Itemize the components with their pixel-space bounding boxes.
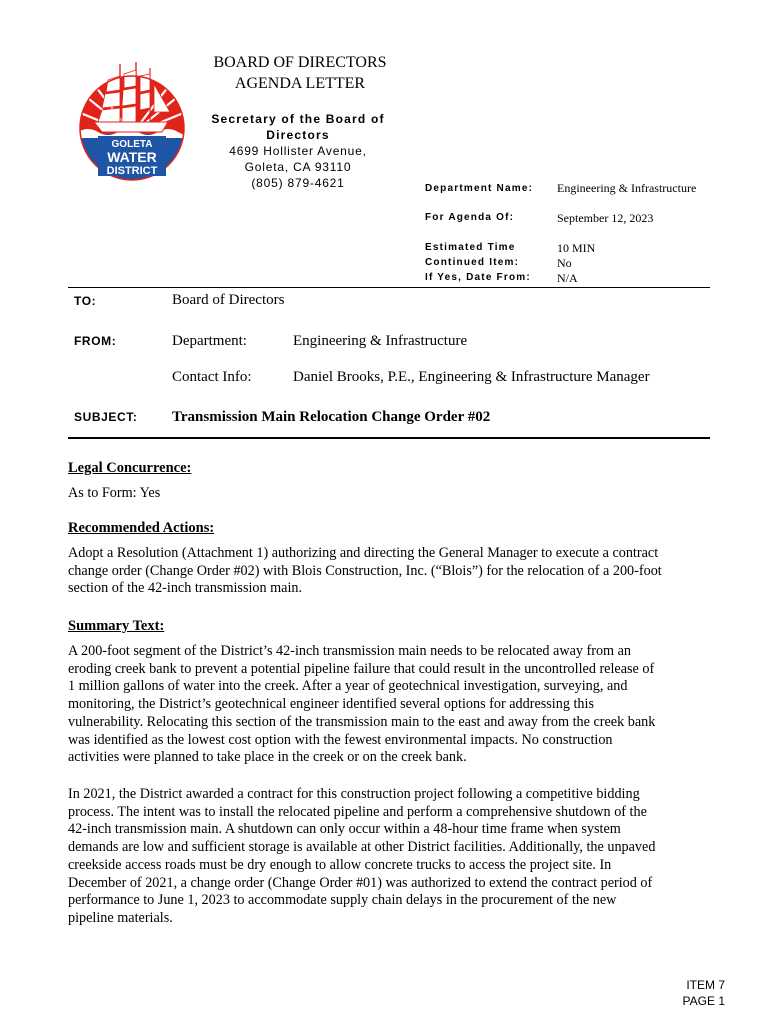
legal-concurrence-heading: Legal Concurrence: (68, 460, 192, 476)
to-label: TO: (74, 294, 97, 308)
logo-text-district: DISTRICT (106, 165, 158, 177)
if-yes-date-label: If Yes, Date From: (425, 272, 531, 283)
continued-item-label: Continued Item: (425, 257, 520, 268)
subject-value: Transmission Main Relocation Change Order #02 (172, 409, 491, 425)
to-value: Board of Directors (172, 292, 285, 308)
secretary-line1: Secretary of the Board of (211, 112, 385, 126)
divider-top (68, 287, 710, 288)
summary-line: monitoring, the District’s geotechnical engineer identified several options for addressing this (68, 696, 594, 713)
recommended-actions-heading: Recommended Actions: (68, 520, 215, 536)
recommended-actions-text (68, 545, 718, 598)
divider-bottom (68, 437, 710, 439)
legal-concurrence-text: As to Form: Yes (68, 485, 161, 501)
summary-text-heading: Summary Text: (68, 618, 165, 634)
footer-item-number: ITEM 7 (686, 978, 725, 992)
footer-page-number: PAGE 1 (682, 994, 725, 1008)
phone-line: (805) 879-4621 (251, 176, 345, 190)
sailboat-logo-icon (78, 60, 186, 190)
subject-label: SUBJECT: (74, 410, 138, 424)
recommended-line: change order (Change Order #02) with Blois Construction, Inc. (“Blois”) for the relocation of a 200-foot (68, 562, 662, 579)
department-name-label: Department Name: (425, 183, 534, 194)
from-department-value: Engineering & Infrastructure (293, 333, 468, 349)
summary-line: 42-inch transmission main. A shutdown can only occur within a 48-hour time frame when system (68, 821, 621, 838)
summary-line: activities were planned to take place in the creek or on the creek bank. (68, 749, 467, 766)
summary-line: creekside access roads must be dry enough to allow concrete trucks to access the project site. In (68, 856, 612, 873)
estimated-time-value: 10 MIN (557, 241, 596, 255)
logo-text-goleta: GOLETA (111, 139, 153, 150)
contact-info-value: Daniel Brooks, P.E., Engineering & Infrastructure Manager (293, 369, 650, 385)
summary-line: process. The intent was to install the relocated pipeline and perform a comprehensive shutdown of the (68, 803, 647, 820)
summary-line: December of 2021, a change order (Change Order #01) was authorized to extend the contract period of (68, 874, 653, 891)
summary-line: vulnerability. Relocating this section of the transmission main to the east and away from the creek bank (68, 713, 656, 730)
logo-text-water: WATER (107, 149, 157, 165)
district-logo (78, 60, 186, 190)
recommended-line: Adopt a Resolution (Attachment 1) authorizing and directing the General Manager to execute a contract (68, 545, 659, 561)
estimated-time-label: Estimated Time (425, 242, 516, 253)
summary-line: eroding creek bank to prevent a potential pipeline failure that could result in the uncontrolled release of (68, 660, 655, 677)
agenda-date-label: For Agenda Of: (425, 212, 515, 223)
if-yes-date-value: N/A (557, 271, 578, 285)
department-name-value: Engineering & Infrastructure (557, 181, 697, 195)
header-title-line2: AGENDA LETTER (234, 75, 366, 92)
agenda-date-value: September 12, 2023 (557, 211, 654, 225)
continued-item-value: No (557, 256, 572, 270)
summary-paragraph-2 (68, 786, 718, 928)
address-line: 4699 Hollister Avenue, (229, 144, 367, 158)
secretary-line2: Directors (266, 128, 330, 142)
summary-line: In 2021, the District awarded a contract for this construction project following a competitive bidding (68, 786, 640, 802)
from-label: FROM: (74, 334, 117, 348)
summary-paragraph-1 (68, 643, 718, 767)
summary-line: 1 million gallons of water into the creek. After a year of geotechnical investigation, surveying, and (68, 678, 628, 695)
summary-line: was identified as the lowest cost option with the fewest environmental impacts. No construction (68, 731, 613, 748)
header-title-line1: BOARD OF DIRECTORS (213, 54, 387, 71)
recommended-line: section of the 42-inch transmission main. (68, 580, 303, 597)
from-department-label: Department: (172, 333, 247, 349)
city-line: Goleta, CA 93110 (244, 160, 352, 174)
summary-line: A 200-foot segment of the District’s 42-inch transmission main needs to be relocated away from an (68, 643, 632, 659)
summary-line: performance to June 1, 2023 to accommodate supply chain delays in the procurement of the new (68, 892, 617, 909)
contact-info-label: Contact Info: (172, 369, 252, 385)
summary-line: demands are low and sufficient storage is available at other District facilities. Additionally, the unpaved (68, 839, 656, 856)
summary-line: pipeline materials. (68, 909, 173, 926)
